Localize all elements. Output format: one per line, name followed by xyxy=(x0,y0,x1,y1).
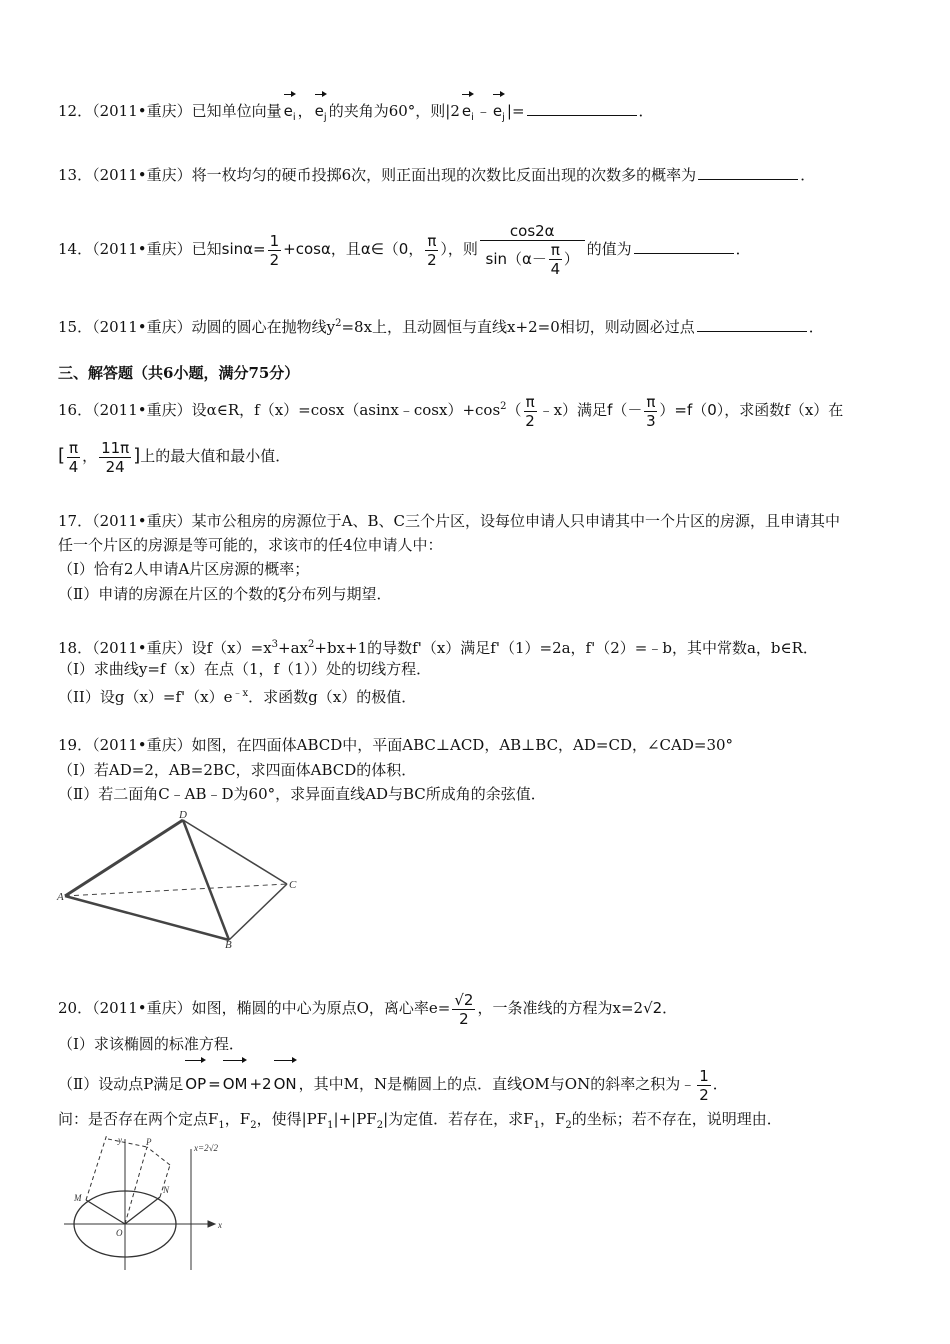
answer-blank[interactable] xyxy=(698,165,798,180)
fraction-cos2a: cos2α sin（α－ $\frac{\pi}{4}$ ） xyxy=(480,222,585,278)
question-13: 13．（2011•重庆）将一枚均匀的硬币投掷6次，则正面出现的次数比反面出现的次数多的概率为 ． xyxy=(58,166,816,184)
fraction-pi-over-4: $\frac{\pi}{4}$ xyxy=(68,438,79,476)
parallelogram-side-1 xyxy=(86,1135,108,1200)
answer-blank[interactable] xyxy=(697,317,807,332)
answer-blank[interactable] xyxy=(527,101,637,116)
question-20: 20．（2011•重庆）如图，椭圆的中心为原点O，离心率e= $\frac{√2}{2}$ ，一条准线的方程为x=2√2． xyxy=(58,990,678,1028)
vector-on: ON xyxy=(274,1058,297,1102)
vector-ei-2: $e_i$ xyxy=(462,92,474,129)
question-17: 17．（2011•重庆）某市公租房的房源位于A、B、C三个片区，设每位申请人只申请其中一个片区的房源，且申请其中 xyxy=(58,512,840,530)
segment-on xyxy=(125,1197,160,1224)
parallelogram-side-3 xyxy=(147,1147,170,1165)
fraction-eccentricity: $\frac{√2}{2}$ xyxy=(454,990,474,1028)
question-12: 12．（2011•重庆）已知单位向量 $e_i$ ， $e_j$ 的夹角为60°，则|2 $e_i$ ﹣ $e_j$ |= ． xyxy=(58,92,654,129)
fraction-pi-over-3: $\frac{\pi}{3}$ xyxy=(646,392,656,430)
axis-label-y: y xyxy=(118,1135,122,1145)
question-20-part-1: （Ⅰ）求该椭圆的标准方程． xyxy=(58,1035,244,1053)
vertex-label-c: C xyxy=(289,879,297,891)
question-18-part-2: （II）设$g(x)=f'(x)e^{﹣x}$．求函数g（x）的极值． xyxy=(58,688,417,706)
edge-db xyxy=(183,820,229,940)
point-label-p: P xyxy=(146,1137,152,1147)
vertex-label-d: D xyxy=(179,809,187,821)
fraction-11pi-over-24: $\frac{11\pi}{24}$ xyxy=(101,438,130,476)
x-axis-arrow xyxy=(208,1221,215,1227)
question-17-part-2: （Ⅱ）申请的房源在片区的个数的ξ分布列与期望． xyxy=(58,585,392,603)
fraction-pi-over-2: $\frac{\pi}{2}$ xyxy=(427,231,437,269)
directrix-label: x=2√2 xyxy=(194,1143,219,1153)
question-19-part-2: （Ⅱ）若二面角C﹣AB﹣D为60°，求异面直线AD与BC所成角的余弦值． xyxy=(58,785,546,803)
question-17-part-1: （Ⅰ）恰有2人申请A片区房源的概率； xyxy=(58,560,310,578)
vector-ei: $e_i$ xyxy=(284,92,296,129)
vertex-label-b: B xyxy=(225,939,232,948)
question-18: 18．（2011•重庆）设$f(x)=x^3+ax^2+bx+1$的导数f'（x）满足f'（1）=2a，f'（2）=﹣b，其中常数a，b∈R． xyxy=(58,639,818,657)
vector-ej: $e_j$ xyxy=(315,92,327,129)
segment-om xyxy=(86,1200,125,1224)
origin-label: O xyxy=(116,1228,123,1238)
question-20-ask: 问：是否存在两个定点$F_1$，$F_2$，使得$|PF_1|+|PF_2|$为定值．若存在，求$F_1$，$F_2$的坐标；若不存在，说明理由． xyxy=(58,1110,782,1131)
vector-ej-2: $e_j$ xyxy=(493,92,505,129)
question-17-line-2: 任一个片区的房源是等可能的，求该市的任4位申请人中： xyxy=(58,536,443,554)
question-19: 19．（2011•重庆）如图，在四面体ABCD中，平面ABC⊥ACD，AB⊥BC，AD=CD，∠CAD=30° xyxy=(58,736,734,754)
fraction-pi-over-2: $\frac{\pi}{2}$ xyxy=(525,392,535,430)
edge-ab xyxy=(65,896,229,940)
vertex-label-a: A xyxy=(57,891,64,903)
edge-ad xyxy=(65,820,183,896)
axis-label-x: x xyxy=(218,1220,222,1230)
edge-ac-hidden xyxy=(65,884,287,896)
question-18-part-1: （I）求曲线y=f（x）在点（1，f（1））处的切线方程． xyxy=(58,660,432,678)
answer-blank[interactable] xyxy=(634,239,734,254)
vector-om: OM xyxy=(223,1058,248,1102)
edge-bc xyxy=(229,884,287,940)
question-16: 16．（2011•重庆）设α∈R，$f(x)=\cos x(asinx﹣\cos x)+\cos^2$（ $\frac{\pi}{2}$ ﹣x）满足f（－ $\frac{\pi}{3}$ ）=f（0），求函数f（x）在 xyxy=(58,392,844,430)
question-19-part-1: （Ⅰ）若AD=2，AB=2BC，求四面体ABCD的体积． xyxy=(58,761,417,779)
question-20-part-2: （Ⅱ）设动点P满足 OP = OM +2 ON ，其中M，N是椭圆上的点．直线OM与ON的斜率之积为﹣ $\frac{1}{2}$ ． xyxy=(58,1058,728,1104)
parallelogram-side-4 xyxy=(108,1139,147,1147)
fraction-one-half: $\frac{1}{2}$ xyxy=(269,231,280,269)
point-label-m: M xyxy=(74,1193,82,1203)
section-title: 三、解答题（共6小题，满分75分） xyxy=(58,364,300,382)
vector-op: OP xyxy=(185,1058,206,1102)
fraction-slope-product: $\frac{1}{2}$ xyxy=(699,1066,709,1104)
ellipse-figure xyxy=(60,1135,240,1275)
question-15: 15．（2011•重庆）动圆的圆心在抛物线$y^2=8x$上，且动圆恒与直线x+2=0相切，则动圆必过点 ． xyxy=(58,318,824,336)
point-label-n: N xyxy=(163,1185,170,1195)
question-14: 14．（2011•重庆）已知sinα= $\frac{1}{2}$ +cosα，且α∈（0， $\frac{\pi}{2}$ ），则 cos2α sin（α－ $\frac{\pi}{4}$ ） 的值为 ． xyxy=(58,222,751,278)
edge-dc xyxy=(183,820,287,884)
tetrahedron-figure xyxy=(55,808,315,948)
question-16-line-2: [ $\frac{\pi}{4}$ ， $\frac{11\pi}{24}$ ]上的最大值和最小值． xyxy=(58,438,291,476)
segment-op xyxy=(125,1147,147,1224)
